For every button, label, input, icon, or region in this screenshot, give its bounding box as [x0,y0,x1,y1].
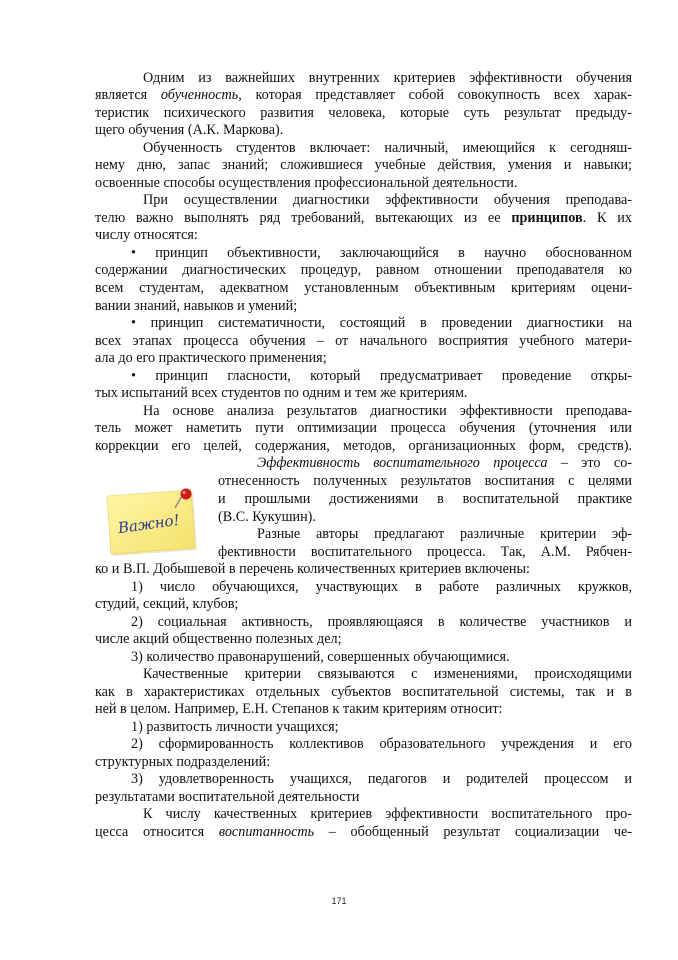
text-run: • принцип гласности, который предусматривает проведение откры- [131,368,632,384]
text-run: К числу качественных критериев эффективности воспитательного про- [143,806,632,822]
text-line [131,649,632,666]
text-line [131,579,632,596]
text-line [95,105,632,122]
text-run: коррекции его целей, содержания, методов, организационных форм, средств). [95,438,632,454]
text-line [218,473,632,490]
text-run: Качественные критерии связываются с изменениями, происходящими [143,666,632,682]
text-run: нему дню, запас знаний; сложившиеся учебные действия, умения и навыки; [95,157,632,173]
important-sticky-note [103,488,201,556]
text-run: 3) количество правонарушений, совершенных обучающимися. [131,649,510,665]
italic-term: воспитанность [218,824,315,840]
text-run: ко и В.П. Добышевой в перечень количественных критериев включены: [95,561,530,577]
text-line [143,140,632,157]
text-line [131,245,632,262]
page-number: 171 [331,896,347,906]
text-line [131,614,632,631]
text-run: При осуществлении диагностики эффективности обучения преподава- [143,192,632,208]
sticky-note-icon [103,488,201,556]
italic-term: обученность [160,87,239,103]
text-line [95,280,632,297]
text-run: Разные авторы предлагают различные критерии эф- [257,526,632,542]
text-run: всем студентам, адекватном установленным объективным критериям оцени- [95,280,632,296]
text-run: ала до его практического применения; [95,350,327,366]
text-line [143,806,632,823]
text-run: структурных подразделений: [95,754,271,770]
text-run: 1) число обучающихся, участвующих в работе различных кружков, [131,579,632,595]
text-line [95,157,632,174]
pushpin-icon [181,489,192,500]
text-run: тель может наметить пути оптимизации процесса обучения (уточнения или [95,420,632,436]
text-line [95,684,632,701]
text-run: всех этапах процесса обучения – от начального восприятия учебного матери- [95,333,632,349]
text-run: фективности воспитательного процесса. Так, А.М. Рябчен- [218,544,632,560]
text-run: Одним из важнейших внутренних критериев эффективности обучения [143,70,632,86]
text-line [143,403,632,420]
text-line [95,824,632,841]
text-line [95,631,632,648]
text-run: – обобщенный результат социализации че- [314,824,632,840]
text-run: и прошлыми достижениями в воспитательной практике [218,491,632,507]
text-run: является [95,87,161,103]
text-line [131,719,632,736]
text-run: щего обучения (А.К. Маркова). [95,122,284,138]
text-line [95,175,632,192]
text-line [95,701,632,718]
text-run: содержании диагностических процедур, равном отношении преподавателя ко [95,262,632,278]
text-run: – это со- [547,455,633,471]
text-run: . К их [582,210,632,226]
text-line [95,262,632,279]
text-run: , которая представляет собой совокупность всех харак- [238,87,633,103]
text-line [257,455,632,472]
text-run: как в характеристиках отдельных субъектов воспитательной системы, так и в [95,684,632,700]
note-label: Важно! [116,510,181,538]
text-line [131,368,632,385]
text-line [218,509,632,526]
text-line [95,122,632,139]
text-line [95,789,632,806]
bold-term: принципов [511,210,583,226]
text-run: 2) сформированность коллективов образовательного учреждения и его [131,736,632,752]
text-run: ней в целом. Например, Е.Н. Степанов к таким критериям относит: [95,701,503,717]
text-line [131,736,632,753]
text-run: цесса относится [95,824,219,840]
text-run: 3) удовлетворенность учащихся, педагогов и родителей процессом и [131,771,632,787]
text-run: 1) развитость личности учащихся; [131,719,339,735]
text-run: На основе анализа результатов диагностики эффективности преподава- [143,403,632,419]
text-line [95,87,632,104]
text-line [95,596,632,613]
text-line [95,420,632,437]
text-line [95,350,632,367]
text-run: студий, секций, клубов; [95,596,239,612]
text-run: 2) социальная активность, проявляющаяся в количестве участников и [131,614,632,630]
text-run: освоенные способы осуществления профессиональной деятельности. [95,175,518,191]
text-run: телю важно выполнять ряд требований, вытекающих из ее [95,210,512,226]
text-run: результатами воспитательной деятельности [95,789,360,805]
text-run: • принцип систематичности, состоящий в проведении диагностики на [131,315,632,331]
text-line [131,315,632,332]
text-run: Обученность студентов включает: наличный, имеющийся к сегодняш- [143,140,632,156]
text-line [95,210,632,227]
text-run: (В.С. Кукушин). [218,509,316,525]
text-line [143,70,632,87]
text-run: • принцип объективности, заключающийся в научно обоснованном [131,245,632,261]
text-line [257,526,632,543]
text-line [218,544,632,561]
text-run: теристик психического развития человека, которые суть результат предыду- [95,105,632,121]
text-run: вании знаний, навыков и умений; [95,298,298,314]
text-run: числе акций общественно полезных дел; [95,631,342,647]
text-line [131,771,632,788]
text-run: тых испытаний всех студентов по одним и тем же критериям. [95,385,468,401]
text-line [143,666,632,683]
text-line [95,385,632,402]
text-line [143,192,632,209]
text-line [218,491,632,508]
text-line [95,438,632,455]
text-run: числу относятся: [95,227,198,243]
italic-term: Эффективность воспитательного процесса [257,455,548,471]
text-run: отнесенность полученных результатов воспитания с целями [218,473,632,489]
text-line [95,333,632,350]
text-line [95,561,632,578]
text-line [95,754,632,771]
text-line [95,227,632,244]
text-line [95,298,632,315]
